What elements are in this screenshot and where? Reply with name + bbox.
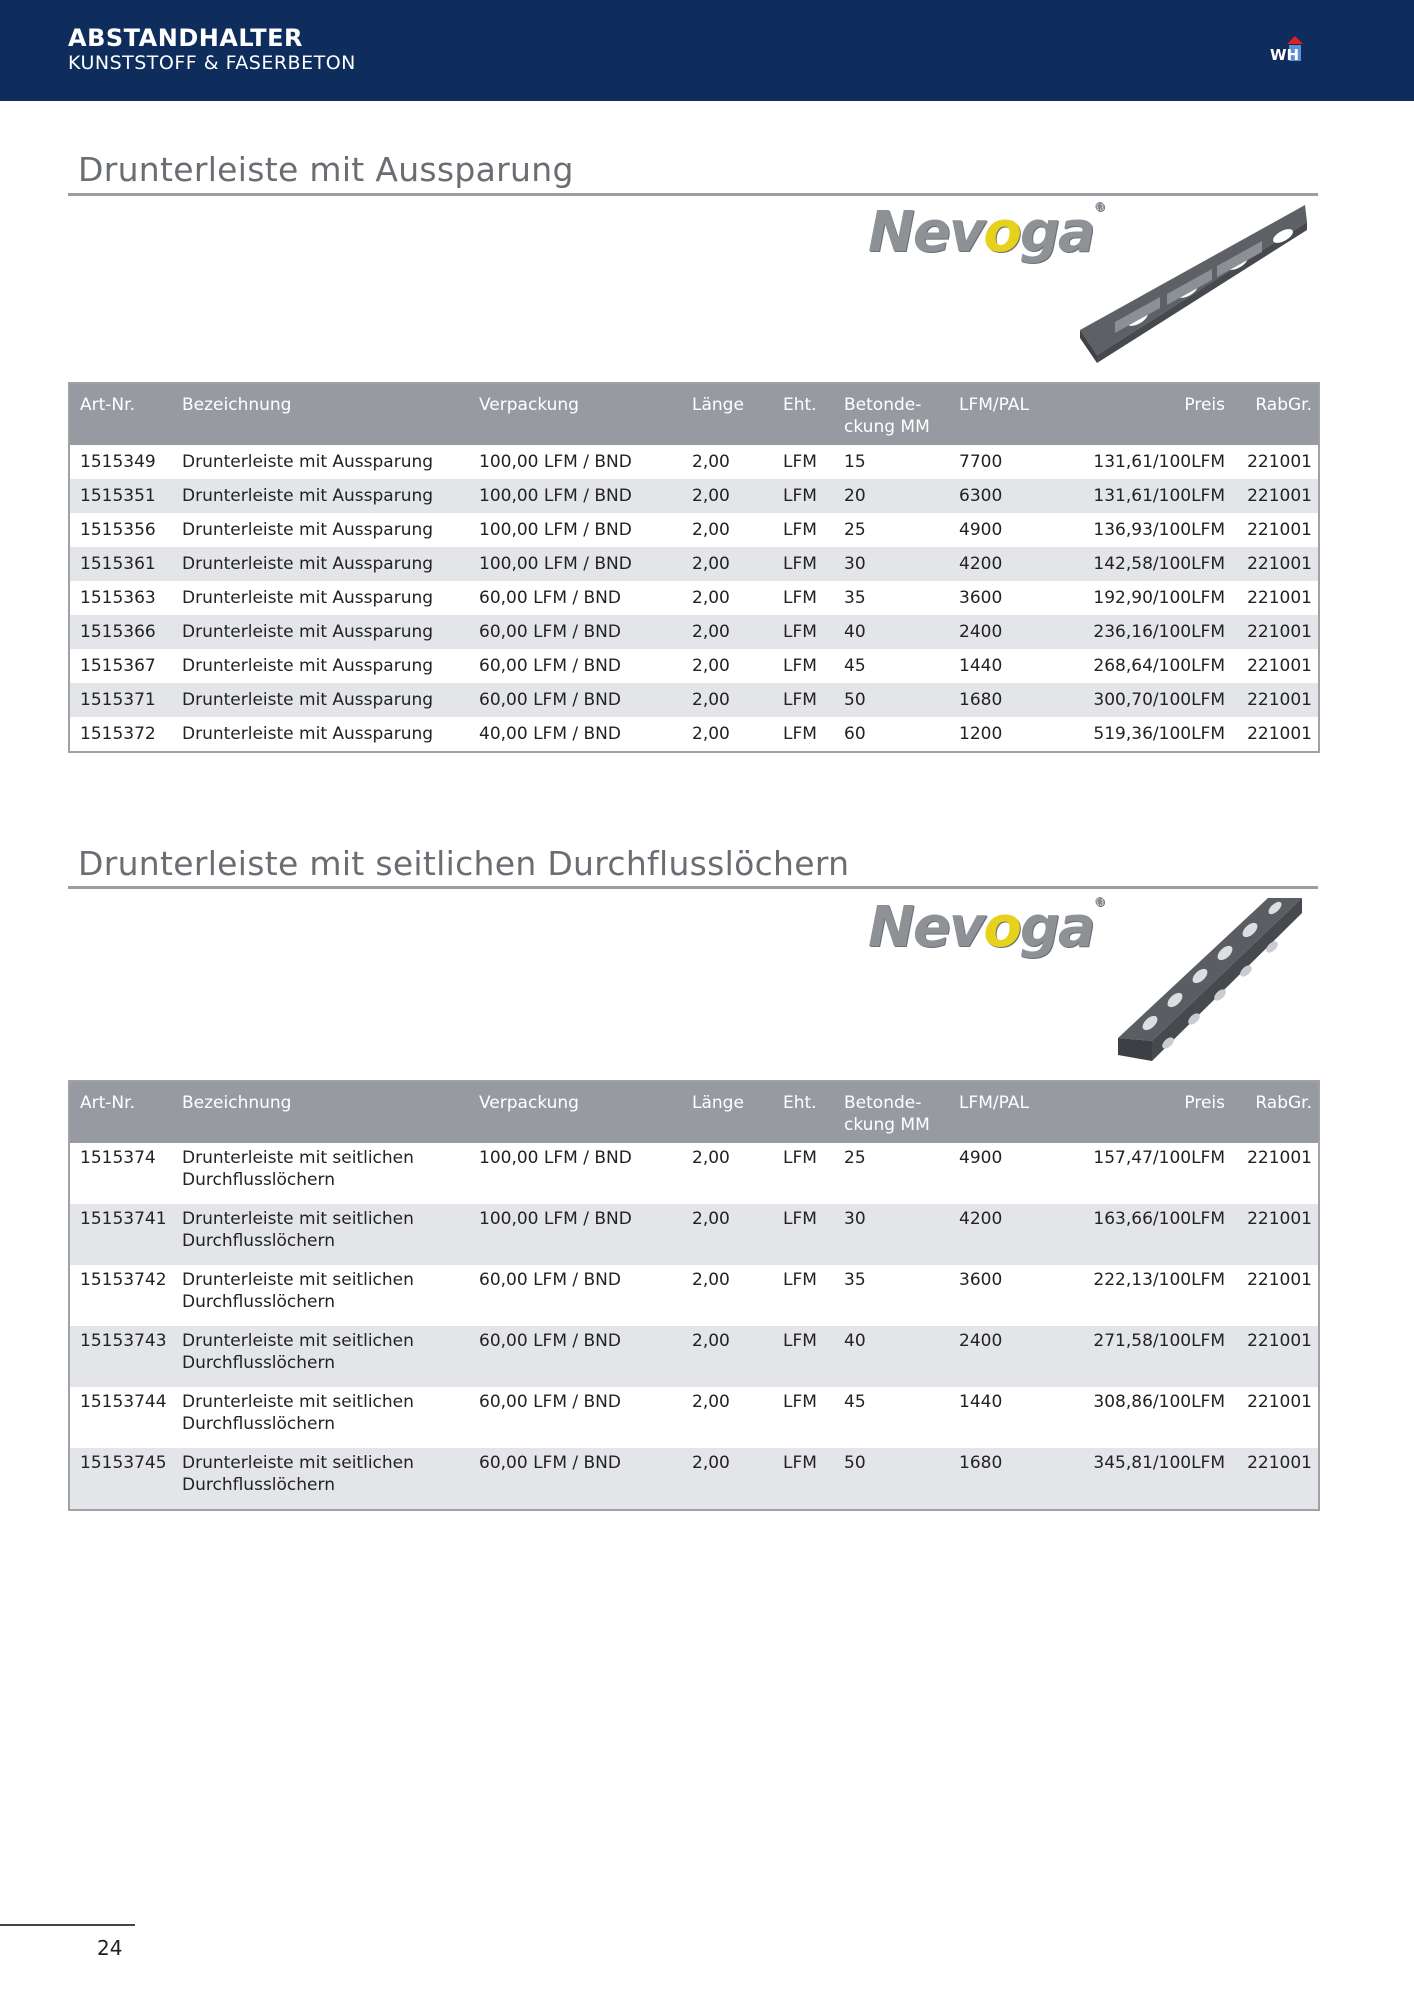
cell-laenge: 2,00	[682, 479, 773, 513]
cell-art-nr: 1515361	[69, 547, 172, 581]
cell-betondeckung: 45	[844, 1392, 866, 1412]
col-verpackung: Verpackung	[469, 1081, 682, 1143]
cell-eht: LFM	[773, 1326, 834, 1387]
cell-verpackung: 100,00 LFM / BND	[479, 452, 632, 472]
cell-preis: 142,58/100LFM	[1066, 547, 1231, 581]
table-header-row	[69, 383, 1319, 445]
cell-betondeckung: 35	[844, 1270, 866, 1290]
table-row	[69, 717, 1319, 752]
cell-eht: LFM	[783, 452, 817, 472]
cell-laenge: 2,00	[692, 1392, 730, 1412]
cell-preis: 136,93/100LFM	[1093, 520, 1225, 540]
cell-preis: 271,58/100LFM	[1066, 1326, 1231, 1387]
col-art-nr: Art-Nr.	[69, 383, 172, 445]
cell-bezeichnung: Drunterleiste mit seitlichen Durchflusslöchern	[182, 1148, 414, 1190]
table-row	[69, 1265, 1319, 1326]
cell-rabgr: 221001	[1247, 452, 1312, 472]
cell-laenge: 2,00	[692, 452, 730, 472]
cell-bezeichnung: Drunterleiste mit seitlichen Durchflusslöchern	[172, 1448, 469, 1510]
page-header	[0, 0, 1414, 101]
cell-art-nr: 15153741	[69, 1204, 172, 1265]
cell-lfm-pal: 4200	[949, 1204, 1066, 1265]
col-rabgr: RabGr.	[1231, 1081, 1319, 1143]
cell-betondeckung: 35	[844, 588, 866, 608]
cell-betondeckung: 30	[834, 1204, 949, 1265]
cell-art-nr: 1515366	[69, 615, 172, 649]
cell-bezeichnung: Drunterleiste mit seitlichen Durchflusslöchern	[172, 1204, 469, 1265]
cell-lfm-pal: 4900	[959, 1148, 1003, 1168]
cell-lfm-pal: 1680	[949, 1448, 1066, 1510]
cell-bezeichnung: Drunterleiste mit seitlichen Durchflusslöchern	[182, 1270, 414, 1312]
cell-lfm-pal: 1440	[959, 656, 1003, 676]
cell-art-nr: 15153744	[80, 1392, 167, 1412]
cell-rabgr: 221001	[1231, 547, 1319, 581]
nevoga-logo: Nevoga®	[868, 895, 1106, 960]
cell-preis: 131,61/100LFM	[1093, 452, 1225, 472]
col-verpackung: Verpackung	[469, 383, 682, 445]
cell-laenge: 2,00	[682, 547, 773, 581]
cell-verpackung: 60,00 LFM / BND	[479, 656, 621, 676]
cell-lfm-pal: 2400	[949, 615, 1066, 649]
cell-lfm-pal: 2400	[949, 1326, 1066, 1387]
cell-betondeckung: 45	[844, 656, 866, 676]
cell-eht: LFM	[783, 1148, 817, 1168]
col-betondeckung: Betonde-ckung MM	[834, 1081, 949, 1143]
cell-preis: 268,64/100LFM	[1093, 656, 1225, 676]
cell-laenge: 2,00	[692, 1270, 730, 1290]
col-preis: Preis	[1066, 383, 1231, 445]
cell-bezeichnung: Drunterleiste mit Aussparung	[182, 452, 434, 472]
section-title-durchflussloecher: Drunterleiste mit seitlichen Durchflusslöchern	[78, 844, 850, 883]
table-row	[69, 1387, 1319, 1448]
cell-rabgr: 221001	[1247, 520, 1312, 540]
cell-verpackung: 60,00 LFM / BND	[469, 615, 682, 649]
cell-art-nr: 1515351	[69, 479, 172, 513]
cell-bezeichnung: Drunterleiste mit Aussparung	[172, 683, 469, 717]
cell-preis: 192,90/100LFM	[1093, 588, 1225, 608]
cell-betondeckung: 25	[844, 1148, 866, 1168]
col-bezeichnung: Bezeichnung	[172, 383, 469, 445]
cell-betondeckung: 15	[844, 452, 866, 472]
cell-verpackung: 40,00 LFM / BND	[479, 724, 621, 744]
header-title: ABSTANDHALTER	[68, 24, 303, 52]
cell-lfm-pal: 3600	[959, 1270, 1003, 1290]
col-betondeckung: Betonde-ckung MM	[834, 383, 949, 445]
cell-lfm-pal: 1680	[949, 683, 1066, 717]
footer-divider	[0, 1924, 135, 1926]
cell-laenge: 2,00	[682, 1204, 773, 1265]
product-table-durchfluss	[68, 1080, 1320, 1511]
cell-lfm-pal: 6300	[949, 479, 1066, 513]
cell-art-nr: 1515371	[69, 683, 172, 717]
cell-preis: 157,47/100LFM	[1093, 1148, 1225, 1168]
cell-rabgr: 221001	[1247, 1148, 1312, 1168]
cell-betondeckung: 40	[834, 1326, 949, 1387]
cell-verpackung: 100,00 LFM / BND	[479, 1148, 632, 1168]
cell-lfm-pal: 4900	[959, 520, 1003, 540]
cell-laenge: 2,00	[682, 683, 773, 717]
cell-bezeichnung: Drunterleiste mit Aussparung	[172, 615, 469, 649]
svg-text:WH: WH	[1270, 46, 1300, 64]
cell-verpackung: 100,00 LFM / BND	[469, 1204, 682, 1265]
section-divider	[68, 886, 1318, 889]
cell-preis: 345,81/100LFM	[1066, 1448, 1231, 1510]
cell-art-nr: 1515363	[80, 588, 156, 608]
header-subtitle: KUNSTSTOFF & FASERBETON	[68, 52, 356, 74]
cell-art-nr: 15153742	[80, 1270, 167, 1290]
cell-preis: 519,36/100LFM	[1093, 724, 1225, 744]
table-row	[69, 615, 1319, 649]
cell-rabgr: 221001	[1247, 1392, 1312, 1412]
cell-bezeichnung: Drunterleiste mit Aussparung	[172, 479, 469, 513]
cell-bezeichnung: Drunterleiste mit Aussparung	[182, 656, 434, 676]
cell-rabgr: 221001	[1231, 683, 1319, 717]
cell-bezeichnung: Drunterleiste mit Aussparung	[182, 724, 434, 744]
table-row	[69, 649, 1319, 683]
cell-eht: LFM	[773, 1204, 834, 1265]
cell-betondeckung: 50	[834, 1448, 949, 1510]
cell-art-nr: 1515372	[80, 724, 156, 744]
wh-logo-icon	[1268, 34, 1322, 64]
cell-laenge: 2,00	[692, 724, 730, 744]
col-bezeichnung: Bezeichnung	[172, 1081, 469, 1143]
cell-art-nr: 1515374	[80, 1148, 156, 1168]
section-divider	[68, 193, 1318, 196]
cell-betondeckung: 20	[834, 479, 949, 513]
cell-eht: LFM	[773, 479, 834, 513]
cell-bezeichnung: Drunterleiste mit Aussparung	[182, 588, 434, 608]
product-image-durchfluss-icon	[1110, 893, 1310, 1063]
product-table-aussparung	[68, 382, 1320, 753]
cell-verpackung: 60,00 LFM / BND	[479, 1270, 621, 1290]
cell-eht: LFM	[783, 724, 817, 744]
cell-laenge: 2,00	[682, 1326, 773, 1387]
cell-rabgr: 221001	[1231, 1326, 1319, 1387]
table-row	[69, 683, 1319, 717]
cell-preis: 236,16/100LFM	[1066, 615, 1231, 649]
cell-laenge: 2,00	[692, 520, 730, 540]
cell-verpackung: 60,00 LFM / BND	[469, 1326, 682, 1387]
cell-eht: LFM	[783, 1270, 817, 1290]
col-laenge: Länge	[682, 1081, 773, 1143]
cell-bezeichnung: Drunterleiste mit seitlichen Durchflusslöchern	[172, 1326, 469, 1387]
cell-laenge: 2,00	[692, 656, 730, 676]
col-eht: Eht.	[773, 1081, 834, 1143]
cell-art-nr: 1515367	[80, 656, 156, 676]
table-row	[69, 479, 1319, 513]
cell-verpackung: 100,00 LFM / BND	[469, 479, 682, 513]
col-art-nr: Art-Nr.	[69, 1081, 172, 1143]
table-header-row	[69, 1081, 1319, 1143]
cell-eht: LFM	[773, 1448, 834, 1510]
page-number: 24	[97, 1936, 123, 1960]
section-title-aussparung: Drunterleiste mit Aussparung	[78, 150, 574, 189]
table-row	[69, 1204, 1319, 1265]
cell-rabgr: 221001	[1247, 656, 1312, 676]
cell-eht: LFM	[783, 656, 817, 676]
cell-betondeckung: 60	[844, 724, 866, 744]
cell-lfm-pal: 3600	[959, 588, 1003, 608]
cell-lfm-pal: 1440	[959, 1392, 1003, 1412]
cell-rabgr: 221001	[1247, 588, 1312, 608]
cell-lfm-pal: 7700	[959, 452, 1003, 472]
table-row	[69, 445, 1319, 479]
cell-verpackung: 100,00 LFM / BND	[469, 547, 682, 581]
cell-rabgr: 221001	[1231, 615, 1319, 649]
cell-bezeichnung: Drunterleiste mit Aussparung	[182, 520, 434, 540]
cell-rabgr: 221001	[1231, 479, 1319, 513]
table-row	[69, 1448, 1319, 1510]
cell-rabgr: 221001	[1231, 1204, 1319, 1265]
table-row	[69, 513, 1319, 547]
nevoga-logo: Nevoga®	[868, 200, 1106, 265]
cell-rabgr: 221001	[1231, 1448, 1319, 1510]
cell-eht: LFM	[783, 520, 817, 540]
col-eht: Eht.	[773, 383, 834, 445]
cell-verpackung: 60,00 LFM / BND	[469, 1448, 682, 1510]
cell-preis: 300,70/100LFM	[1066, 683, 1231, 717]
cell-laenge: 2,00	[692, 588, 730, 608]
cell-preis: 131,61/100LFM	[1066, 479, 1231, 513]
table-row	[69, 1326, 1319, 1387]
cell-betondeckung: 50	[834, 683, 949, 717]
cell-art-nr: 1515349	[80, 452, 156, 472]
cell-betondeckung: 30	[834, 547, 949, 581]
table-row	[69, 581, 1319, 615]
cell-laenge: 2,00	[682, 615, 773, 649]
table-row	[69, 547, 1319, 581]
cell-betondeckung: 40	[834, 615, 949, 649]
product-image-aussparung-icon	[1075, 200, 1315, 370]
col-lfm-pal: LFM/PAL	[949, 383, 1066, 445]
cell-verpackung: 60,00 LFM / BND	[469, 683, 682, 717]
col-lfm-pal: LFM/PAL	[949, 1081, 1066, 1143]
cell-bezeichnung: Drunterleiste mit Aussparung	[172, 547, 469, 581]
table-row	[69, 1143, 1319, 1204]
cell-betondeckung: 25	[844, 520, 866, 540]
cell-verpackung: 100,00 LFM / BND	[479, 520, 632, 540]
cell-art-nr: 15153743	[69, 1326, 172, 1387]
cell-verpackung: 60,00 LFM / BND	[479, 1392, 621, 1412]
cell-eht: LFM	[773, 547, 834, 581]
cell-bezeichnung: Drunterleiste mit seitlichen Durchflusslöchern	[182, 1392, 414, 1434]
col-rabgr: RabGr.	[1231, 383, 1319, 445]
cell-eht: LFM	[783, 588, 817, 608]
cell-preis: 163,66/100LFM	[1066, 1204, 1231, 1265]
cell-lfm-pal: 1200	[959, 724, 1003, 744]
cell-laenge: 2,00	[692, 1148, 730, 1168]
cell-verpackung: 60,00 LFM / BND	[479, 588, 621, 608]
cell-rabgr: 221001	[1247, 724, 1312, 744]
cell-art-nr: 1515356	[80, 520, 156, 540]
cell-rabgr: 221001	[1247, 1270, 1312, 1290]
cell-lfm-pal: 4200	[949, 547, 1066, 581]
cell-eht: LFM	[783, 1392, 817, 1412]
col-laenge: Länge	[682, 383, 773, 445]
col-preis: Preis	[1066, 1081, 1231, 1143]
cell-laenge: 2,00	[682, 1448, 773, 1510]
cell-eht: LFM	[773, 683, 834, 717]
cell-art-nr: 15153745	[69, 1448, 172, 1510]
cell-preis: 308,86/100LFM	[1093, 1392, 1225, 1412]
cell-eht: LFM	[773, 615, 834, 649]
cell-preis: 222,13/100LFM	[1093, 1270, 1225, 1290]
